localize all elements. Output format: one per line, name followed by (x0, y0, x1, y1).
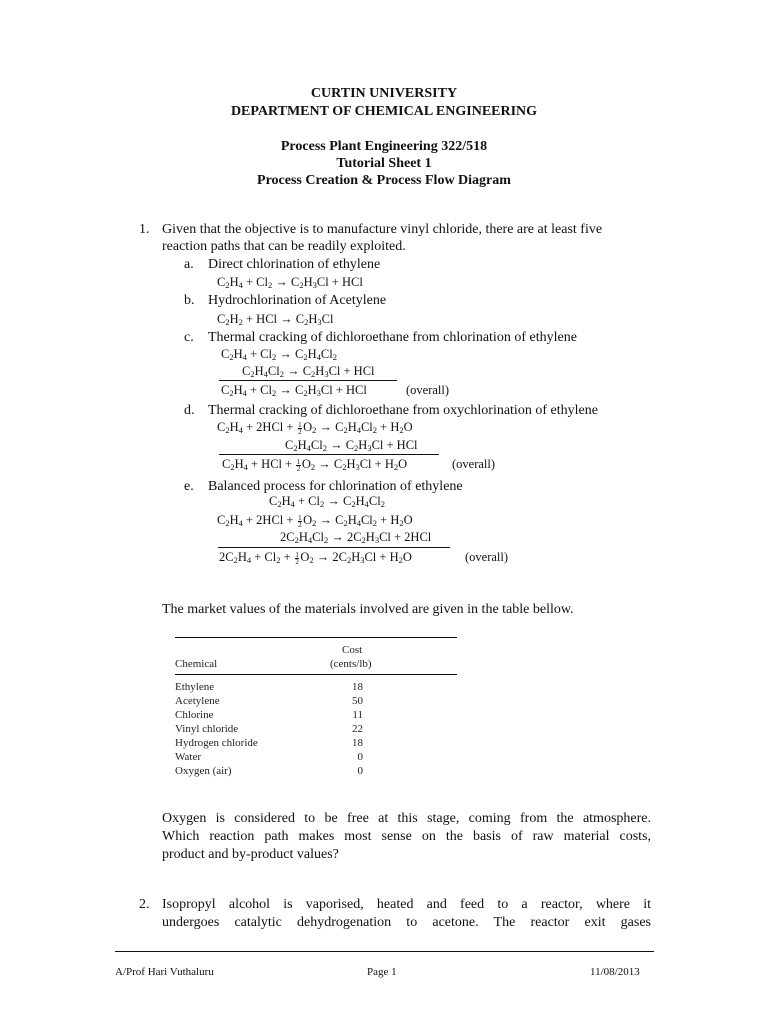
row-cost: 22 (352, 723, 363, 735)
department-name: DEPARTMENT OF CHEMICAL ENGINEERING (230, 104, 538, 119)
university-name: CURTIN UNIVERSITY (310, 86, 458, 101)
footer-page-number: Page 1 (367, 966, 397, 978)
header-chemical: Chemical (175, 658, 218, 670)
equation-b: $C_2H_2$ + HCl → $C_2H_3Cl$ (217, 312, 334, 327)
table-row (175, 681, 214, 693)
equation-a: $C_2H_4 + Cl_2 \to C_2H_3Cl$ + HCl (217, 275, 363, 290)
equation-d2: $C_2H_4Cl_2 \to C_2H_3Cl$ + HCl (285, 438, 418, 453)
path-c-title: Thermal cracking of dichloroethane from chlorination of ethylene (208, 330, 577, 345)
footer-rule (115, 951, 654, 952)
sum-line-e (218, 547, 450, 548)
row-cost: 18 (352, 681, 363, 693)
row-cost: 18 (352, 737, 363, 749)
equation-e1: $C_2H_4 + Cl_2 \to C_2H_4Cl_2$ (269, 494, 385, 509)
row-cost: 50 (352, 695, 363, 707)
path-e-title: Balanced process for chlorination of ethylene (208, 479, 463, 494)
equation-c2: $C_2H_4Cl_2 \to C_2H_3Cl$ + HCl (242, 364, 375, 379)
equation-e-overall: $2C_2H_4 + Cl_2$ + $\frac{1}{2}$ $O_2 \to 2C_2H_3Cl + H_2O$ (219, 550, 412, 566)
table-header-rule (175, 674, 457, 675)
path-d-title: Thermal cracking of dichloroethane from oxychlorination of ethylene (208, 403, 598, 418)
q1-question-line2: Which reaction path makes most sense on the basis of raw material costs, (162, 829, 651, 844)
q1-intro-line1: Given that the objective is to manufacture vinyl chloride, there are at least five (162, 222, 603, 237)
q2-line2: undergoes catalytic dehydrogenation to acetone. The reactor exit gases (162, 915, 651, 930)
cost-table (175, 637, 457, 782)
equation-c1: $C_2H_4 + Cl_2 \to C_2H_4Cl_2$ (221, 347, 337, 362)
table-row (175, 765, 232, 777)
overall-label-e: (overall) (465, 550, 509, 564)
q2-number: 2. (139, 897, 150, 912)
row-cost: 11 (352, 709, 363, 721)
footer-author: A/Prof Hari Vuthaluru (115, 966, 214, 978)
path-a-title: Direct chlorination of ethylene (208, 257, 381, 272)
equation-e3: $2C_2H_4Cl_2 \to 2C_2H_3Cl + 2HCl$ (280, 530, 432, 545)
sum-line-c (219, 380, 397, 381)
row-chemical: Chlorine (175, 709, 214, 721)
equation-d1: $C_2H_4 + 2HCl$ + $\frac{1}{2}$ $O_2 \to C_2H_4Cl_2 + H_2O$ (217, 420, 413, 436)
q1-question-line3: product and by-product values? (162, 847, 339, 862)
footer-date: 11/08/2013 (590, 966, 640, 978)
header-cost: Cost (342, 644, 363, 656)
row-chemical: Hydrogen chloride (175, 737, 258, 749)
row-chemical: Vinyl chloride (175, 723, 239, 735)
table-row (175, 751, 201, 763)
q1-number: 1. (139, 222, 150, 237)
topic-title: Process Creation & Process Flow Diagram (257, 173, 511, 188)
sum-line-d (219, 454, 439, 455)
table-top-rule (175, 637, 457, 638)
row-chemical: Oxygen (air) (175, 765, 232, 777)
equation-c-overall: $C_2H_4 + Cl_2 \to C_2H_3Cl$ + HCl (221, 383, 367, 398)
path-e-letter: e. (184, 479, 194, 494)
sheet-title: Tutorial Sheet 1 (336, 156, 432, 171)
equation-d-overall: $C_2H_4$ + HCl + $\frac{1}{2}$ $O_2 \to C_2H_3Cl + H_2O$ (222, 457, 408, 473)
row-chemical: Ethylene (175, 681, 215, 693)
table-row (175, 723, 238, 735)
header-cost-units: (cents/lb) (330, 658, 372, 670)
path-b-letter: b. (184, 293, 195, 308)
table-row (175, 709, 214, 721)
q1-question-line1: Oxygen is considered to be free at this stage, coming from the atmosphere. (162, 811, 651, 826)
course-title: Process Plant Engineering 322/518 (280, 139, 488, 154)
row-chemical: Acetylene (175, 695, 220, 707)
overall-label-c: (overall) (406, 383, 450, 397)
market-values-text: The market values of the materials involved are given in the table bellow. (162, 602, 574, 617)
q1-intro-line2: reaction paths that can be readily exploited. (162, 239, 406, 254)
path-b-title: Hydrochlorination of Acetylene (208, 293, 387, 308)
overall-label-d: (overall) (452, 457, 496, 471)
path-c-letter: c. (184, 330, 194, 345)
path-d-letter: d. (184, 403, 195, 418)
equation-e2: $C_2H_4 + 2HCl$ + $\frac{1}{2}$ $O_2 \to C_2H_4Cl_2 + H_2O$ (217, 513, 413, 529)
row-cost: 0 (357, 751, 363, 763)
row-chemical: Water (175, 751, 201, 763)
table-row (175, 695, 220, 707)
table-row (175, 737, 258, 749)
q2-line1: Isopropyl alcohol is vaporised, heated and feed to a reactor, where it (162, 897, 651, 912)
row-cost: 0 (357, 765, 363, 777)
path-a-letter: a. (184, 257, 194, 272)
